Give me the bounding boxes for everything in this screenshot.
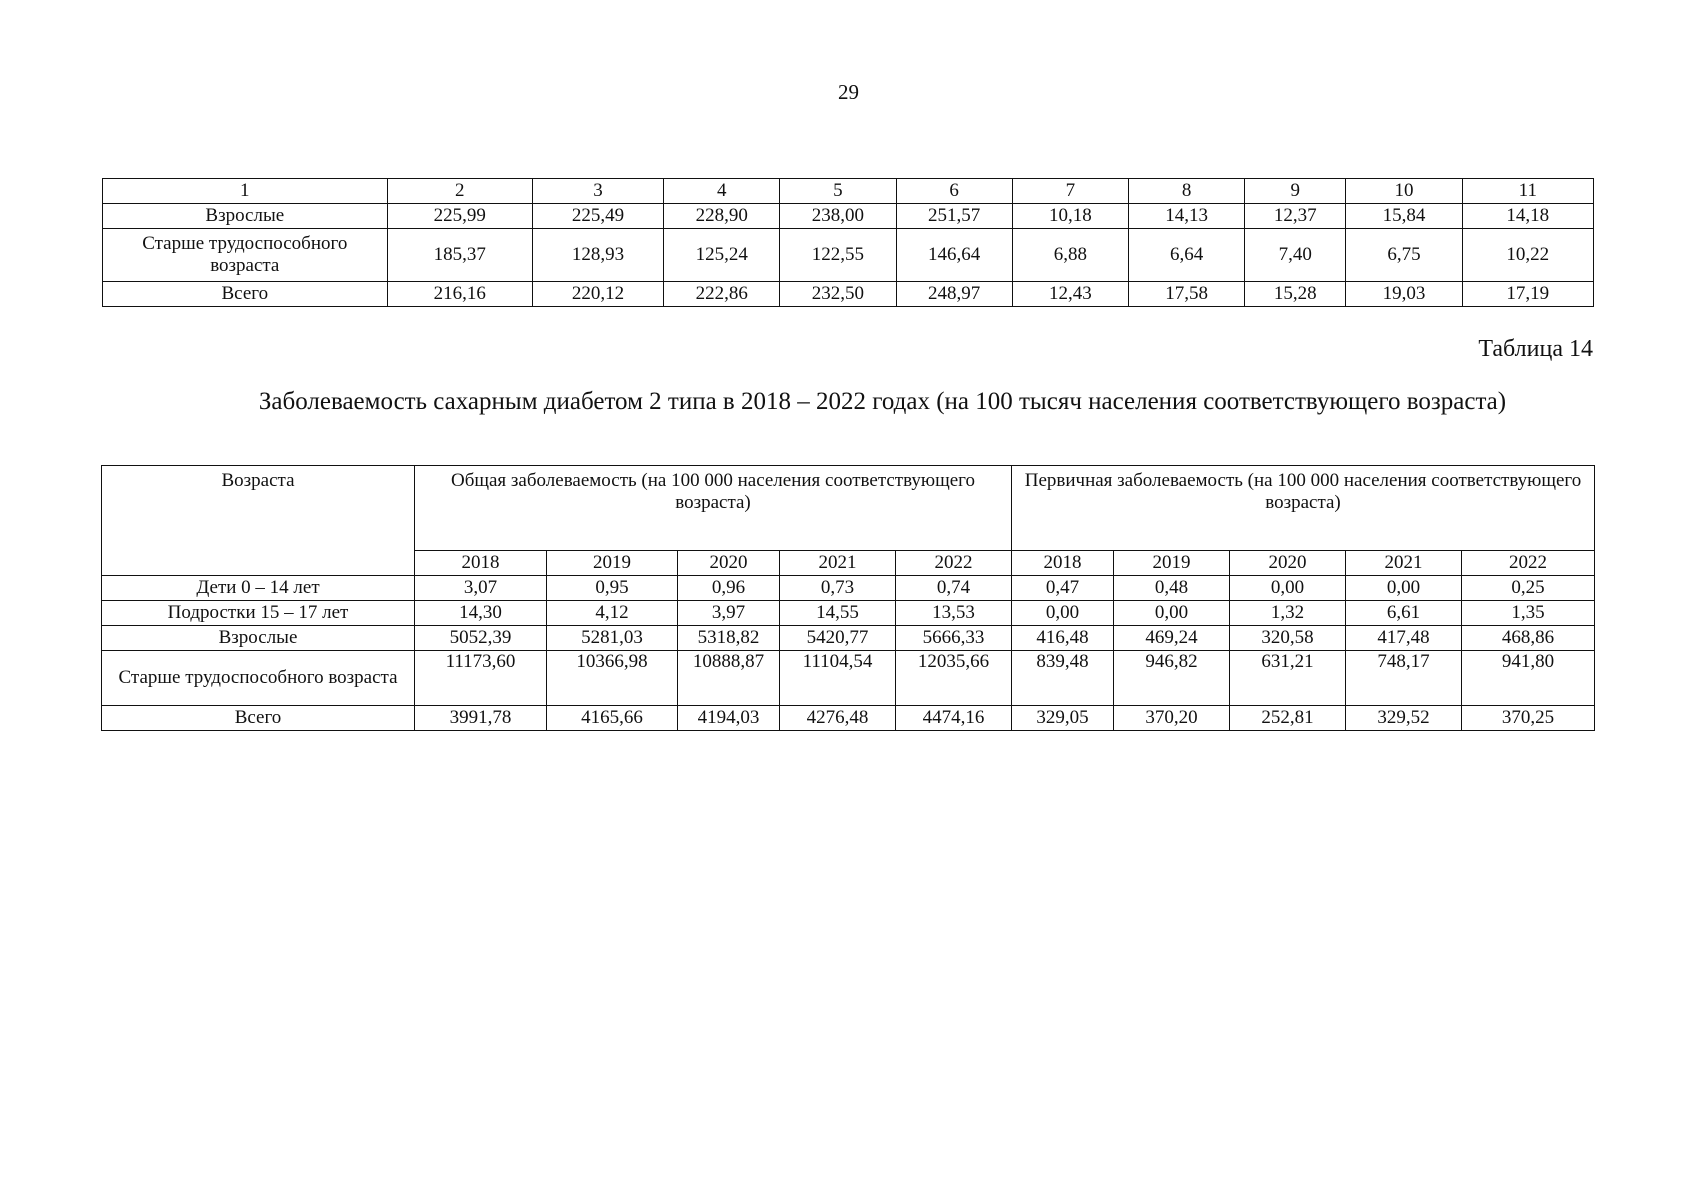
year-header: 2022 [896,551,1012,576]
table-cell: 12,37 [1245,204,1346,229]
table-cell: 416,48 [1012,626,1114,651]
year-header: 2018 [1012,551,1114,576]
year-header: 2021 [780,551,896,576]
age-column-header: Возраста [102,466,415,576]
table-cell: 216,16 [387,282,532,307]
table-cell: 0,48 [1114,576,1230,601]
table-row [102,576,1595,601]
table-cell: 225,49 [532,204,663,229]
column-number: 11 [1462,179,1593,204]
table-cell: 5420,77 [780,626,896,651]
table-cell: 5318,82 [678,626,780,651]
year-header: 2022 [1462,551,1595,576]
table-cell: 6,64 [1128,229,1244,282]
table-cell: 146,64 [896,229,1012,282]
table-cell: 941,80 [1462,651,1595,706]
table-cell: 6,61 [1346,601,1462,626]
column-number: 3 [532,179,663,204]
table-cell: 10366,98 [547,651,678,706]
year-header: 2018 [415,551,547,576]
table-number-label: Таблица 14 [1478,336,1593,362]
table-cell: 10888,87 [678,651,780,706]
table-cell: 122,55 [780,229,896,282]
table-cell: 17,19 [1462,282,1593,307]
table-cell: 0,73 [780,576,896,601]
table-cell: 4165,66 [547,706,678,731]
column-number: 1 [103,179,388,204]
table-cell: 3991,78 [415,706,547,731]
column-number: 2 [387,179,532,204]
table-cell: 0,00 [1012,601,1114,626]
table-row [103,282,1594,307]
row-label: Дети 0 – 14 лет [102,576,415,601]
table-row [103,229,1594,282]
table-cell: 631,21 [1230,651,1346,706]
table-cell: 222,86 [664,282,780,307]
table-row [102,706,1595,731]
table-group-header-row [102,466,1595,551]
table-cell: 15,28 [1245,282,1346,307]
table-cell: 11173,60 [415,651,547,706]
table-cell: 6,88 [1012,229,1128,282]
table-row [102,626,1595,651]
row-label: Подростки 15 – 17 лет [102,601,415,626]
table-cell: 4474,16 [896,706,1012,731]
general-incidence-header: Общая заболеваемость (на 100 000 населения соответствующего возраста) [415,466,1012,551]
table-cell: 748,17 [1346,651,1462,706]
column-number: 6 [896,179,1012,204]
table-cell: 0,74 [896,576,1012,601]
table-cell: 10,22 [1462,229,1593,282]
column-number: 9 [1245,179,1346,204]
table-cell: 3,07 [415,576,547,601]
table-cell: 370,25 [1462,706,1595,731]
column-number: 8 [1128,179,1244,204]
table-cell: 320,58 [1230,626,1346,651]
table-cell: 329,05 [1012,706,1114,731]
table-cell: 232,50 [780,282,896,307]
table-cell: 4,12 [547,601,678,626]
column-number: 7 [1012,179,1128,204]
table-cell: 839,48 [1012,651,1114,706]
column-number: 10 [1346,179,1462,204]
table-cell: 128,93 [532,229,663,282]
table-row [103,204,1594,229]
table-cell: 15,84 [1346,204,1462,229]
table-cell: 14,30 [415,601,547,626]
table-cell: 0,96 [678,576,780,601]
table-cell: 11104,54 [780,651,896,706]
table-row [102,601,1595,626]
row-label: Старше трудоспособного возраста [103,229,388,282]
table-cell: 13,53 [896,601,1012,626]
table-cell: 185,37 [387,229,532,282]
table-header-row [103,179,1594,204]
table-cell: 14,55 [780,601,896,626]
year-header: 2019 [547,551,678,576]
table-cell: 7,40 [1245,229,1346,282]
table-cell: 5052,39 [415,626,547,651]
column-number: 4 [664,179,780,204]
incidence-table [101,465,1595,731]
year-header: 2020 [678,551,780,576]
table-cell: 12035,66 [896,651,1012,706]
table-cell: 248,97 [896,282,1012,307]
table-cell: 10,18 [1012,204,1128,229]
table-cell: 1,35 [1462,601,1595,626]
table-cell: 468,86 [1462,626,1595,651]
table-cell: 329,52 [1346,706,1462,731]
table-cell: 4276,48 [780,706,896,731]
table-cell: 1,32 [1230,601,1346,626]
table-cell: 19,03 [1346,282,1462,307]
table-row [102,651,1595,706]
table-cell: 0,00 [1346,576,1462,601]
table-cell: 0,25 [1462,576,1595,601]
table-cell: 0,95 [547,576,678,601]
table-cell: 0,00 [1230,576,1346,601]
row-label: Взрослые [102,626,415,651]
table-cell: 251,57 [896,204,1012,229]
table-cell: 3,97 [678,601,780,626]
table-cell: 14,13 [1128,204,1244,229]
row-label: Всего [102,706,415,731]
table-cell: 12,43 [1012,282,1128,307]
table-title: Заболеваемость сахарным диабетом 2 типа в 2018 – 2022 годах (на 100 тысяч населения соответствующего возраста) [258,388,1507,415]
table-cell: 228,90 [664,204,780,229]
row-label: Старше трудоспособного возраста [102,651,415,706]
year-header: 2020 [1230,551,1346,576]
row-label: Взрослые [103,204,388,229]
column-number: 5 [780,179,896,204]
table-cell: 469,24 [1114,626,1230,651]
table-cell: 238,00 [780,204,896,229]
year-header: 2021 [1346,551,1462,576]
table-cell: 946,82 [1114,651,1230,706]
table-cell: 4194,03 [678,706,780,731]
table-cell: 17,58 [1128,282,1244,307]
year-header: 2019 [1114,551,1230,576]
page-number: 29 [838,80,859,104]
table-cell: 0,47 [1012,576,1114,601]
table-cell: 252,81 [1230,706,1346,731]
table-cell: 370,20 [1114,706,1230,731]
row-label: Всего [103,282,388,307]
table-cell: 5666,33 [896,626,1012,651]
table-cell: 0,00 [1114,601,1230,626]
table-cell: 125,24 [664,229,780,282]
table-cell: 5281,03 [547,626,678,651]
table-cell: 225,99 [387,204,532,229]
table-cell: 6,75 [1346,229,1462,282]
primary-incidence-header: Первичная заболеваемость (на 100 000 населения соответствующего возраста) [1012,466,1595,551]
table-cell: 220,12 [532,282,663,307]
continued-table [102,178,1594,307]
table-cell: 14,18 [1462,204,1593,229]
table-cell: 417,48 [1346,626,1462,651]
